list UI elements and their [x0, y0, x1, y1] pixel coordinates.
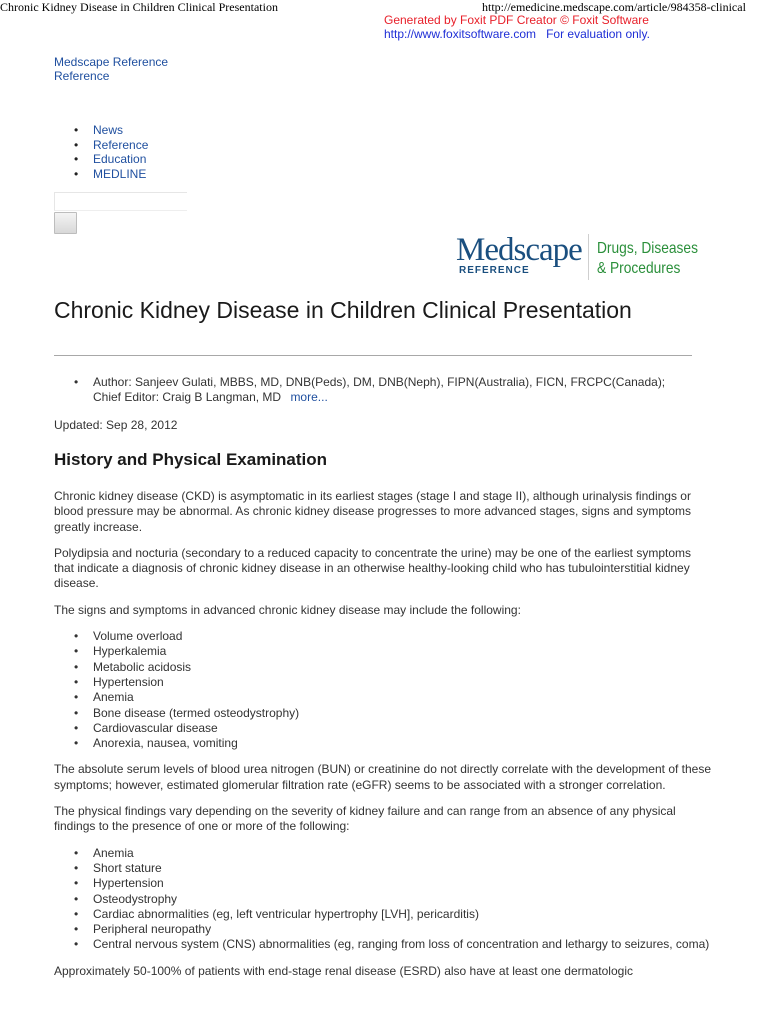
paragraph: Chronic kidney disease (CKD) is asymptomatic in its earliest stages (stage I and stage II), although urinalysis findings or blood pressure may be abnormal. As chronic kidney disease progresses to more advanced stages, signs and symptoms greatly increase.: [54, 489, 691, 534]
list-item: • Metabolic acidosis: [74, 660, 714, 675]
updated-date: Updated: Sep 28, 2012: [54, 418, 178, 432]
section-title: History and Physical Examination: [54, 450, 328, 469]
author-list: [74, 375, 714, 404]
site-links: [54, 55, 168, 83]
list-item: • Bone disease (termed osteodystrophy): [74, 706, 714, 721]
print-header-url: http://emedicine.medscape.com/article/984358-clinical: [482, 0, 746, 14]
search-button[interactable]: [54, 212, 77, 234]
list-item: • Hypertension: [74, 675, 714, 690]
nav-item-news[interactable]: • News: [74, 123, 148, 138]
list-item: • Volume overload: [74, 629, 714, 644]
watermark-url-link[interactable]: http://www.foxitsoftware.com: [384, 27, 537, 41]
nav-item-education[interactable]: • Education: [74, 152, 148, 167]
foxit-watermark: [384, 13, 660, 41]
nav-item-medline[interactable]: • MEDLINE: [74, 167, 148, 182]
medscape-logo[interactable]: [456, 232, 713, 282]
watermark-evaluation-note: For evaluation only.: [546, 27, 650, 41]
author-line: Author: Sanjeev Gulati, MBBS, MD, DNB(Peds), DM, DNB(Neph), FIPN(Australia), FICN, FRCPC(Canada);: [93, 375, 666, 389]
list-item: • Cardiovascular disease: [74, 721, 714, 736]
paragraph: The absolute serum levels of blood urea nitrogen (BUN) or creatinine do not directly correlate with the development of these symptoms; however, estimated glomerular filtration rate (eGFR) seems to be associated with a stronger correlation.: [54, 762, 712, 792]
nav-item-reference[interactable]: • Reference: [74, 138, 148, 153]
logo-tagline: [597, 239, 698, 279]
paragraph: The signs and symptoms in advanced chronic kidney disease may include the following:: [54, 602, 521, 617]
medscape-reference-link[interactable]: Medscape Reference: [54, 55, 169, 69]
reference-link[interactable]: Reference: [54, 69, 110, 83]
more-authors-link[interactable]: more...: [290, 389, 328, 404]
list-item: • Peripheral neuropathy: [74, 922, 714, 937]
article-body: [54, 489, 714, 990]
watermark-generated-by: Generated by Foxit PDF Creator © Foxit Software: [384, 13, 649, 27]
list-item: • Anemia: [74, 690, 714, 705]
print-header-title: Chronic Kidney Disease in Children Clinical Presentation: [0, 0, 278, 14]
title-divider: [54, 355, 692, 356]
findings-list: [54, 846, 714, 953]
list-item: • Anemia: [74, 846, 714, 861]
search-input[interactable]: [54, 192, 187, 211]
logo-tagline-line2: & Procedures: [597, 260, 681, 277]
logo-wordmark: Medscape: [456, 232, 582, 268]
list-item: • Central nervous system (CNS) abnormalities (eg, ranging from loss of concentration and lethargy to seizures, coma): [74, 937, 714, 952]
list-item: • Hypertension: [74, 876, 714, 891]
paragraph: Approximately 50-100% of patients with end-stage renal disease (ESRD) also have at least one dermatologic: [54, 963, 633, 978]
watermark-line2: [384, 27, 660, 41]
list-item: • Osteodystrophy: [74, 892, 714, 907]
paragraph: Polydipsia and nocturia (secondary to a reduced capacity to concentrate the urine) may be one of the earliest symptoms that indicate a diagnosis of chronic kidney disease in an otherwise healthy-looking child who has tubulointerstitial kidney disease.: [54, 545, 692, 591]
logo-subtitle: REFERENCE: [459, 265, 530, 276]
paragraph: The physical findings vary depending on the severity of kidney failure and can range from an absence of any physical findings to the presence of one or more of the following:: [54, 804, 676, 834]
list-item: • Anorexia, nausea, vomiting: [74, 736, 714, 751]
logo-divider: [588, 234, 589, 280]
symptoms-list: [54, 629, 714, 751]
page-title: Chronic Kidney Disease in Children Clinical Presentation: [54, 297, 632, 323]
list-item: • Cardiac abnormalities (eg, left ventricular hypertrophy [LVH], pericarditis): [74, 907, 714, 922]
main-nav: [74, 123, 148, 181]
logo-tagline-line1: Drugs, Diseases: [597, 240, 698, 257]
chief-editor-line: Chief Editor: Craig B Langman, MD: [93, 389, 282, 404]
list-item: • Hyperkalemia: [74, 644, 714, 659]
list-item: • Short stature: [74, 861, 714, 876]
author-item: [74, 375, 714, 404]
